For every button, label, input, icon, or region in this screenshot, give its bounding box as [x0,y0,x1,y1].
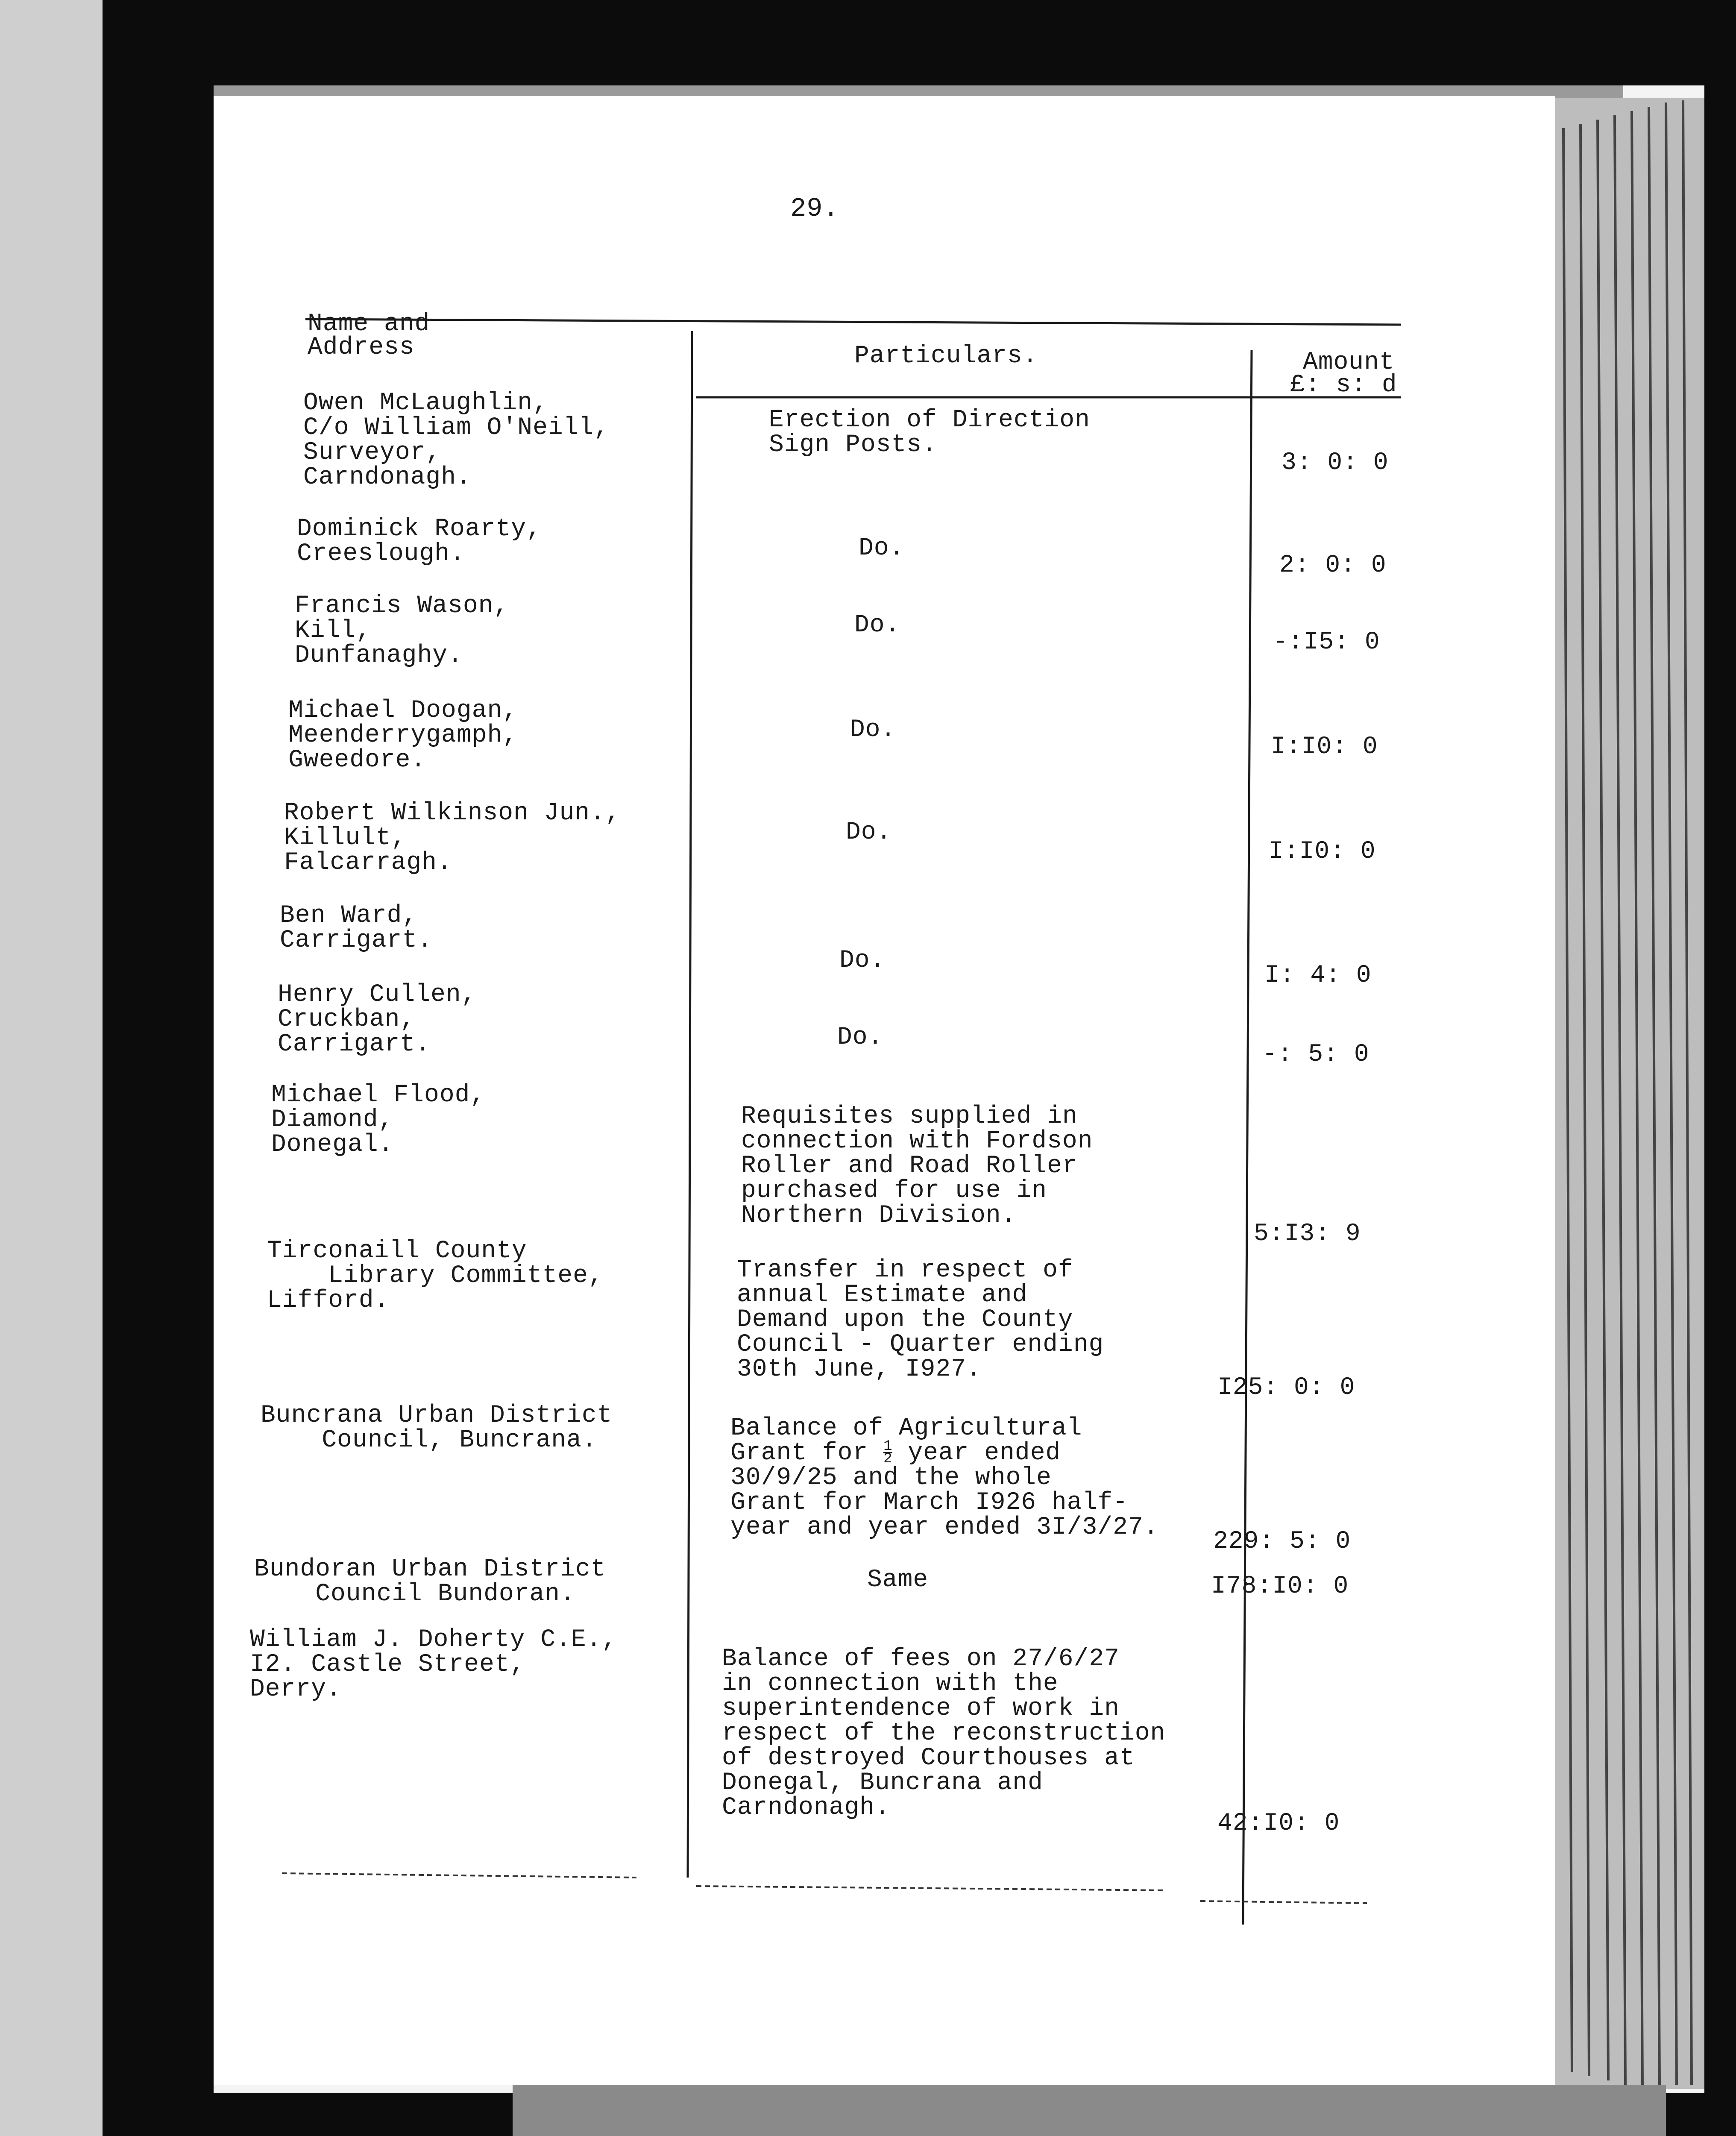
payee-address: Library Committee, [267,1262,604,1290]
particulars-text: Grant for March I926 half- [730,1489,1128,1517]
ledger-row [295,594,509,668]
ledger-page [214,96,1619,2053]
particulars-cell [722,1647,1165,1820]
particulars-text: 30/9/25 and the whole [730,1464,1052,1492]
particulars-text: Northern Division. [741,1202,1017,1229]
payee-address: Diamond, [271,1106,394,1134]
particulars-text: Same [867,1566,929,1594]
amount-cell: 2: 0: 0 [1279,552,1387,579]
particulars-cell [854,613,900,638]
particulars-text: Council - Quarter ending [737,1331,1104,1358]
ledger-row [288,698,518,773]
payee-address: Kill, [295,617,372,645]
particulars-cell [850,718,896,742]
fraction-denominator: 2 [883,1451,893,1467]
particulars-text: Balance of Agricultural [730,1414,1082,1442]
particulars-cell [737,1258,1104,1382]
payee-name: Bundoran Urban District [254,1555,606,1583]
particulars-text: of destroyed Courthouses at [722,1744,1135,1772]
payee-address: Carrigart. [278,1030,431,1058]
particulars-text: connection with Fordson [741,1127,1093,1155]
amount-cell: 42:I0: 0 [1217,1810,1340,1837]
payee-name: William J. Doherty C.E., [250,1626,617,1654]
particulars-text: Carndonagh. [722,1794,890,1822]
payee-address: Donegal. [271,1131,394,1159]
particulars-text: Grant for $\frac{1}{2}$ year ended [730,1438,1061,1467]
particulars-text: annual Estimate and [737,1281,1028,1309]
payee-name: Francis Wason, [295,592,509,620]
particulars-text: Transfer in respect of [737,1256,1073,1284]
particulars-text: in connection with the [722,1670,1059,1698]
payee-address: Surveyor, [303,439,441,467]
payee-name: Ben Ward, [280,902,418,930]
particulars-text: respect of the reconstruction [722,1719,1166,1747]
payee-address: Cruckban, [278,1006,416,1033]
payee-address: Council, Buncrana. [261,1426,597,1454]
ledger-row [250,1628,617,1702]
amount-cell: -: 5: 0 [1262,1041,1369,1068]
particulars-text: Do. [837,1024,883,1051]
ledger-row [271,1083,485,1157]
payee-address: Gweedore. [288,746,426,774]
ledger-row [254,1557,606,1607]
particulars-text: Requisites supplied in [741,1103,1078,1130]
header-name-line1: Name and [308,310,430,338]
particulars-text: Do. [854,611,900,639]
payee-name: Michael Flood, [271,1081,486,1109]
particulars-cell [839,948,885,973]
payee-address: Lifford. [267,1287,390,1314]
particulars-text: Sign Posts. [769,431,937,459]
amount-cell: I25: 0: 0 [1217,1374,1355,1402]
fraction-numerator: 1 [883,1438,893,1455]
ledger-row [297,517,542,566]
particulars-text: 30th June, I927. [737,1356,982,1383]
payee-address: Carndonagh. [303,464,472,491]
payee-address: Creeslough. [297,540,465,568]
payee-address: I2. Castle Street, [250,1651,525,1678]
particulars-text: year and year ended 3I/3/27. [730,1514,1159,1541]
payee-address: Meenderrygamph, [288,722,518,749]
payee-name: Henry Cullen, [278,981,477,1009]
payee-address: Falcarragh. [284,849,452,877]
payee-name: Buncrana Urban District [261,1402,613,1429]
particulars-cell [741,1104,1093,1228]
particulars-text-fraction [730,1438,1159,1467]
fraction-half [883,1438,893,1467]
particulars-cell [837,1025,883,1050]
header-amount-line1: Amount [1303,349,1395,376]
amount-cell: I78:I0: 0 [1211,1573,1349,1600]
ledger-row [303,391,609,490]
payee-address: Derry. [250,1675,342,1703]
payee-address: Carrigart. [280,927,433,954]
ledger-row [267,1239,604,1313]
payee-name: Dominick Roarty, [297,515,542,543]
particulars-text: Roller and Road Roller [741,1152,1078,1180]
particulars-text: Balance of fees on 27/6/27 [722,1645,1120,1673]
particulars-text: Do. [839,947,886,974]
amount-cell: 229: 5: 0 [1213,1528,1351,1555]
particulars-cell [769,408,1090,458]
ledger-row [261,1403,613,1453]
particulars-text: Do. [846,819,892,846]
particulars-text: Do. [859,534,905,562]
payee-name: Michael Doogan, [288,697,518,725]
header-amount-line2: £: s: d [1290,371,1397,399]
payee-address: C/o William O'Neill, [303,414,610,442]
particulars-text: Demand upon the County [737,1306,1073,1334]
header-name-line2: Address [308,334,415,361]
page-number: 29. [790,194,839,224]
amount-cell: -:I5: 0 [1273,628,1380,656]
amount-cell: I:I0: 0 [1269,838,1376,866]
particulars-text: Erection of Direction [769,406,1090,434]
particulars-cell [730,1416,1159,1540]
particulars-cell [846,820,891,845]
particulars-text: Donegal, Buncrana and [722,1769,1043,1797]
particulars-cell [859,536,904,561]
header-particulars: Particulars. [854,342,1038,370]
ledger-row [278,983,476,1057]
amount-cell: I: 4: 0 [1264,962,1372,989]
particulars-cell [867,1568,928,1593]
payee-address: Council Bundoran. [254,1580,575,1608]
amount-cell: 5:I3: 9 [1254,1220,1361,1248]
payee-name: Robert Wilkinson Jun., [284,799,621,827]
particulars-text: superintendence of work in [722,1695,1120,1722]
ledger-row [280,904,433,953]
payee-name: Owen McLaughlin, [303,389,548,417]
payee-address: Killult, [284,824,407,852]
amount-cell: 3: 0: 0 [1281,449,1389,477]
ledger-row [284,801,621,875]
payee-name: Tirconaill County [267,1237,527,1265]
particulars-text: purchased for use in [741,1177,1047,1205]
payee-address: Dunfanaghy. [295,642,463,669]
particulars-text: Do. [850,716,896,744]
amount-cell: I:I0: 0 [1271,733,1378,761]
